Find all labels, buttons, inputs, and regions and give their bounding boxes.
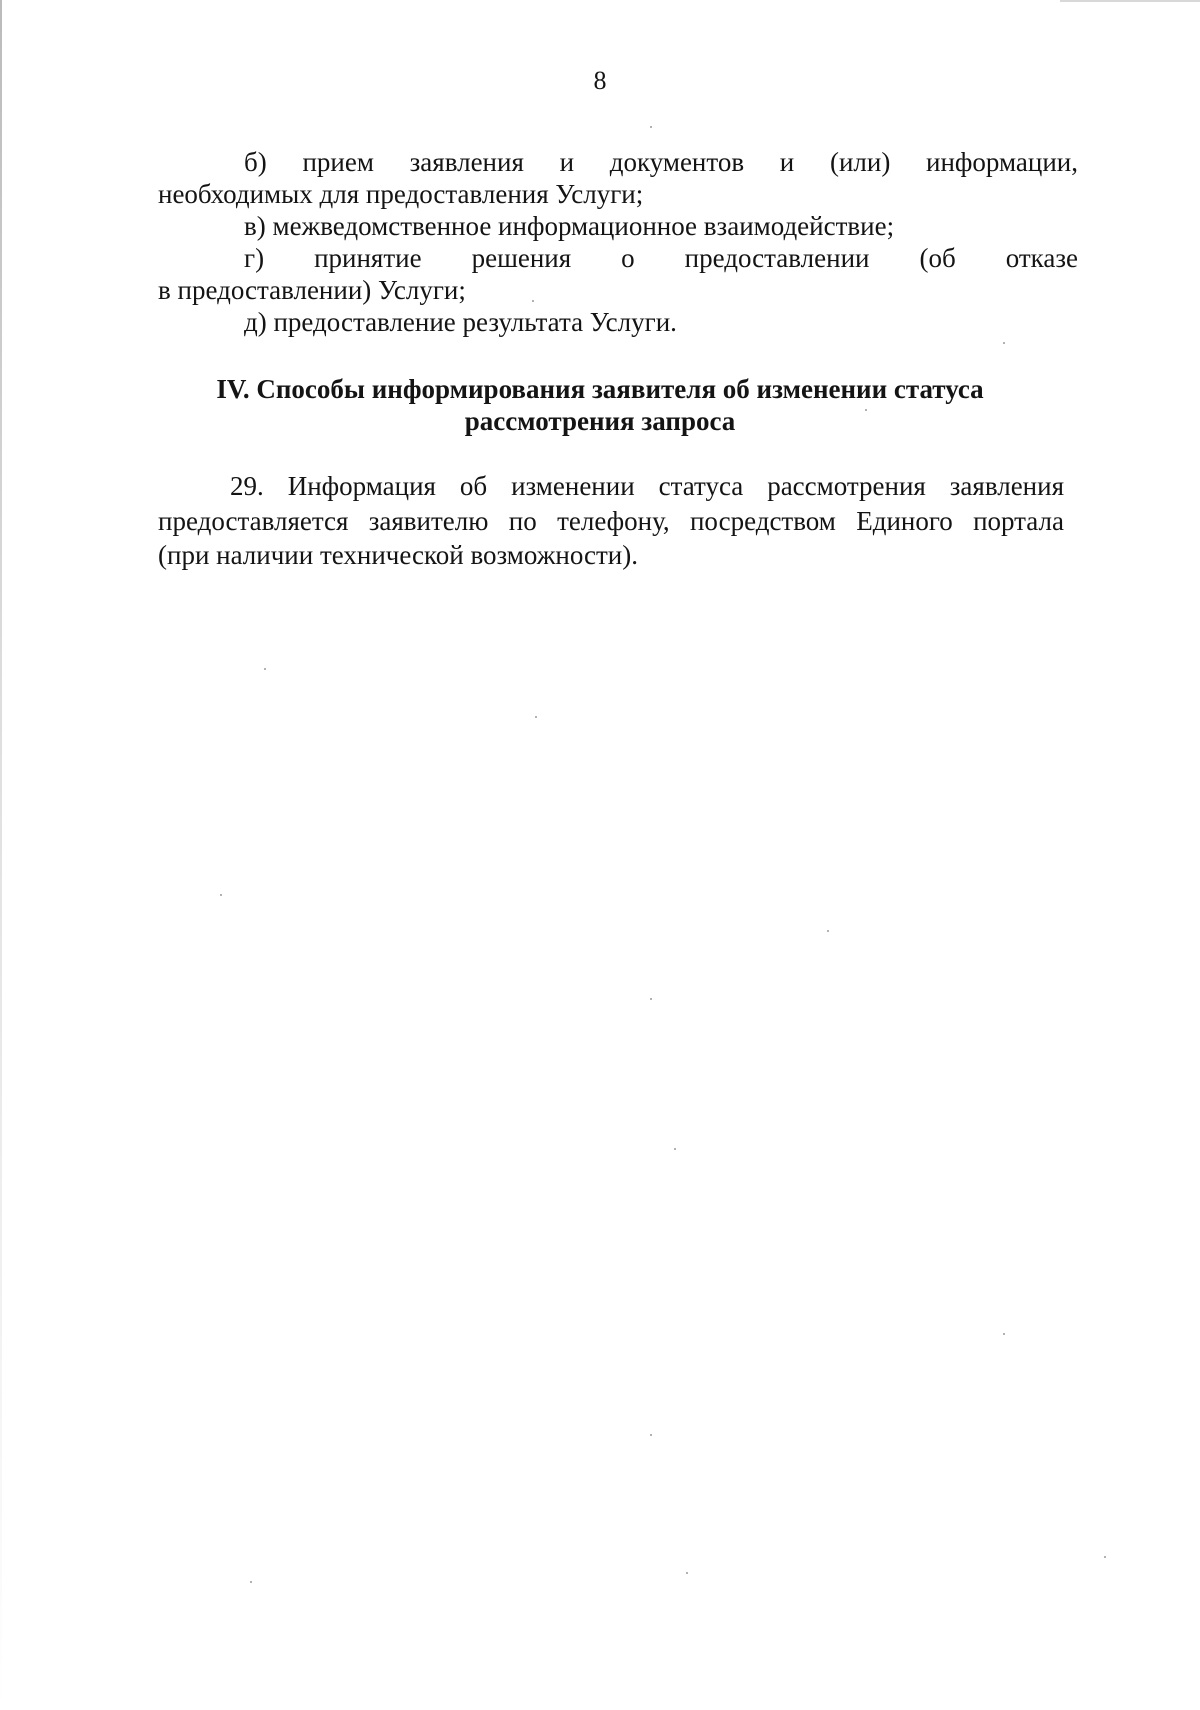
scan-speck [220,894,222,896]
item-v-line: в) межведомственное информационное взаимодействие; [244,211,895,241]
item-b-line1: б) прием заявления и документов и (или) информации, [244,147,1078,177]
paragraph-29-line3: (при наличии технической возможности). [158,540,638,570]
scan-speck [650,1434,652,1436]
scan-speck [250,1581,252,1583]
page-number: 8 [593,66,607,95]
scan-speck [264,668,266,670]
scan-speck [1003,342,1005,344]
paragraph-29-line1: 29. Информация об изменении статуса рассмотрения заявления [230,471,1064,501]
scan-speck [650,126,652,128]
scan-speck [686,1572,688,1574]
section-heading-line2: рассмотрения запроса [464,406,736,436]
scan-speck [650,998,652,1000]
scan-speck [535,716,537,718]
section-heading-line1: IV. Способы информирования заявителя об изменении статуса [216,374,984,404]
paragraph-29-line2: предоставляется заявителю по телефону, посредством Единого портала [158,506,1064,536]
scan-speck [1003,1333,1005,1335]
scan-edge-top [1060,0,1200,2]
scan-speck [865,409,867,411]
scan-speck [674,1148,676,1150]
item-g-line1: г) принятие решения о предоставлении (об отказе [244,243,1078,273]
scan-speck [532,300,534,302]
item-d-line: д) предоставление результата Услуги. [244,307,677,337]
scan-edge-left [0,0,2,1710]
item-g-line2: в предоставлении) Услуги; [158,275,466,305]
item-b-line2: необходимых для предоставления Услуги; [158,179,644,209]
scan-speck [827,930,829,932]
scan-speck [1104,1556,1106,1558]
